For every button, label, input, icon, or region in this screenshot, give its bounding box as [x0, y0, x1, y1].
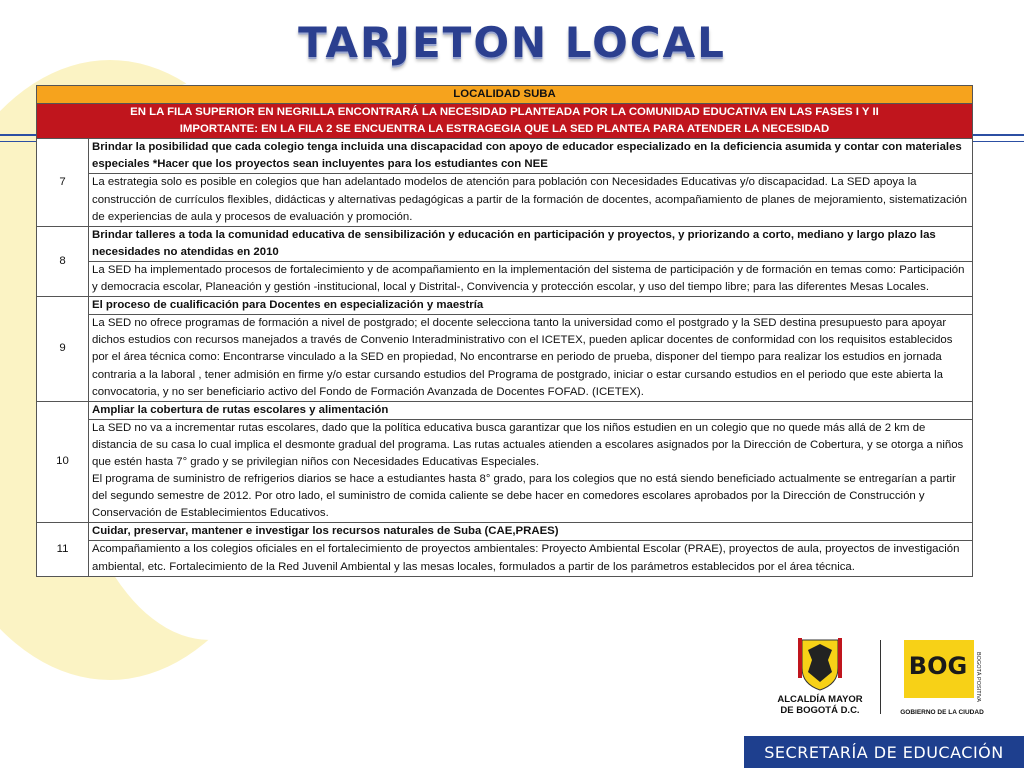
footer-bar: [744, 736, 1024, 768]
bog-subtitle: GOBIERNO DE LA CIUDAD: [900, 709, 984, 716]
table-row: [37, 523, 973, 541]
need-cell: El proceso de cualificación para Docentes en especialización y maestría: [89, 297, 973, 315]
alcaldia-logo: [770, 638, 870, 718]
row-number: 8: [37, 226, 89, 296]
tarjeton-table-container: [36, 85, 972, 577]
strategy-cell: La estrategia solo es posible en colegios que han adelantado modelos de atención para población con Necesidades Educativas y/o discapacidad. La SED apoya la construcción de currículos flexibles, didácticas y alternativas pedagógicas a partir de la formación de docentes, acompañamiento de planes de mejoramiento, sistematización de experiencias de aula y procesos de evaluación y promoción.: [89, 174, 973, 226]
shield-icon: [770, 638, 870, 718]
need-cell: Cuidar, preservar, mantener e investigar los recursos naturales de Suba (CAE,PRAES): [89, 523, 973, 541]
alcaldia-line-1: ALCALDÍA MAYOR: [777, 694, 863, 705]
table-row: [37, 401, 973, 419]
instructions-row: [37, 104, 973, 139]
table-row: [37, 226, 973, 261]
instructions-cell: [37, 104, 973, 139]
strategy-cell: [89, 419, 973, 523]
table-row: [37, 541, 973, 576]
table-row: [37, 174, 973, 226]
need-cell: Ampliar la cobertura de rutas escolares y alimentación: [89, 401, 973, 419]
strategy-paragraph-2: El programa de suministro de refrigerios diarios se hace a estudiantes hasta 8° grado, para los colegios que no está siendo beneficiado actualmente se entregarían a partir del segundo semestre de 2012. Por otro lado, el suministro de comida caliente se debe hacer en comedores escolares aprobados por la Dirección de Construcción y Conservación de Establecimientos Educativos.: [92, 473, 956, 520]
need-cell: Brindar la posibilidad que cada colegio tenga incluida una discapacidad con apoyo de educador especializado en la deficiencia asumida y contar con materiales especiales *Hacer que los proyectos sean incluyentes para los estudiantes con NEE: [89, 139, 973, 174]
table-row: [37, 261, 973, 296]
strategy-cell: La SED ha implementado procesos de fortalecimiento y de acompañamiento en la implementación del sistema de participación y de formación en temas como: Participación y democracia escolar, Planeación y gestión -institucional, local y Distrital-, Convivencia y protección escolar, y uso del tiempo libre; para las diferentes Mesas Locales.: [89, 261, 973, 296]
table-row: [37, 139, 973, 174]
instructions-line-1: EN LA FILA SUPERIOR EN NEGRILLA ENCONTRARÁ LA NECESIDAD PLANTEADA POR LA COMUNIDAD EDUCATIVA EN LAS FASES I Y II: [130, 106, 879, 119]
bogota-positiva-logo: [898, 638, 988, 720]
bog-side-text: BOGOTÁ POSITIVA: [975, 652, 981, 703]
row-number: 10: [37, 401, 89, 523]
need-cell: Brindar talleres a toda la comunidad educativa de sensibilización y educación en participación y proyectos, y priorizando a corto, mediano y largo plazo las necesidades no atendidas en 2010: [89, 226, 973, 261]
footer-text: SECRETARÍA DE EDUCACIÓN: [764, 742, 1004, 762]
row-number: 7: [37, 139, 89, 226]
row-number: 11: [37, 523, 89, 576]
bog-mark: BOG: [908, 652, 968, 680]
table-row: [37, 297, 973, 315]
table-row: [37, 419, 973, 523]
strategy-cell: Acompañamiento a los colegios oficiales en el fortalecimiento de proyectos ambientales: Proyecto Ambiental Escolar (PRAE), proyectos de aula, proyectos de investigación ambiental, etc. Fortalecimiento de la Red Juvenil Ambiental y las mesas locales, formulados a partir de los parámetros establecidos por el área técnica.: [89, 541, 973, 576]
table-row: [37, 315, 973, 401]
instructions-line-2: IMPORTANTE: EN LA FILA 2 SE ENCUENTRA LA ESTRAGEGIA QUE LA SED PLANTEA PARA ATENDER LA NECESIDAD: [179, 123, 830, 136]
logo-divider: [880, 640, 881, 714]
page-title: TARJETON LOCAL: [298, 18, 726, 67]
strategy-paragraph-1: La SED no va a incrementar rutas escolares, dado que la política educativa busca garantizar que los niños estudien en un colegio que no quede más allá de 2 km de distancia de su casa lo cual implica el desmonte gradual del programa. Las rutas actuales atienden a escolares asignados por la Dirección de Cobertura, y se otorga a niños que estén hasta 7° grado y se privilegian niños con Necesidades Educativas Especiales.: [92, 421, 964, 468]
strategy-cell: La SED no ofrece programas de formación a nivel de postgrado; el docente selecciona tanto la universidad como el postgrado y la SED destina presupuesto para apoyar dichos estudios con recursos manejados a través de Convenio Interadministrativo con el ICETEX, pueden aplicar docentes de conformidad con los requisitos establecidos por el área técnica como: Encontrarse vinculado a la SED en propiedad, No encontrarse en periodo de prueba, disponer del tiempo para realizar los estudios en jornada contraria a la laboral , tener admisión en firme y/o estar cursando estudios del Programa de postgrado, iniciar o estar cursando estudios en el periodo que este abierta la convocatoria, y no ser beneficiario activo del Fondo de Formación Avanzada de Docentes FOFAD. (ICETEX).: [89, 315, 973, 401]
tarjeton-table: [36, 85, 973, 577]
row-number: 9: [37, 297, 89, 402]
alcaldia-line-2: DE BOGOTÁ D.C.: [780, 705, 860, 716]
locality-header: LOCALIDAD SUBA: [37, 86, 973, 104]
locality-header-row: [37, 86, 973, 104]
